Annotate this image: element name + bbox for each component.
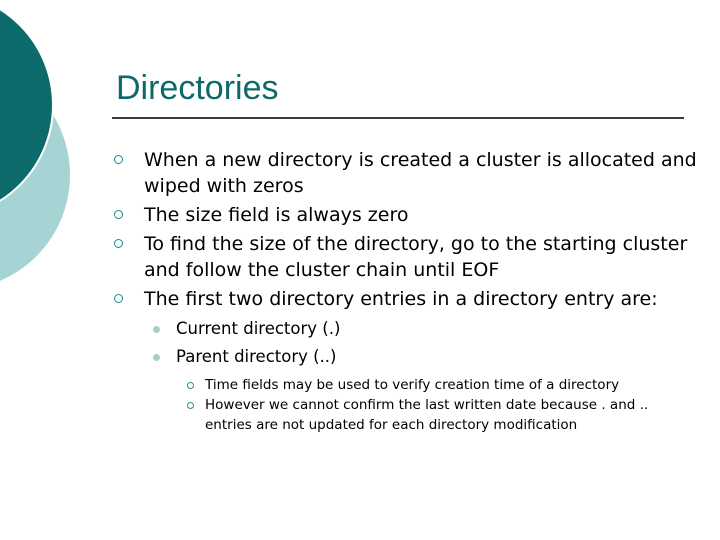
circle-bullet-icon (114, 210, 123, 219)
dot-bullet-icon (153, 326, 160, 333)
sub-bullet-list (112, 317, 697, 369)
bullet-text: When a new directory is created a cluster is allocated and wiped with zeros (144, 149, 697, 197)
sub-sub-bullet-list (112, 375, 697, 435)
decorative-circles (0, 0, 120, 300)
bullet-text: To find the size of the directory, go to the starting cluster and follow the cluster chain until EOF (144, 233, 688, 281)
bullet-item (112, 202, 697, 228)
dot-bullet-icon (153, 354, 160, 361)
circle-bullet-icon (114, 239, 123, 248)
bullet-item (112, 231, 697, 283)
sub-bullet-text: Current directory (.) (176, 319, 341, 338)
sub-bullet-text: Parent directory (..) (176, 347, 337, 366)
small-circle-bullet-icon (187, 382, 194, 389)
small-circle-bullet-icon (187, 402, 194, 409)
bullet-text: The first two directory entries in a directory entry are: (144, 288, 658, 310)
title-divider (112, 117, 684, 119)
circle-bullet-icon (114, 155, 123, 164)
bullet-item (112, 147, 697, 199)
sub-bullet-item (112, 345, 697, 369)
sub-sub-bullet-text: Time fields may be used to verify creation time of a directory (205, 377, 620, 393)
sub-sub-bullet-text: However we cannot confirm the last written date because . and .. entries are not updated for each directory modification (205, 397, 649, 433)
circle-bullet-icon (114, 294, 123, 303)
sub-sub-bullet-item (112, 395, 697, 435)
bullet-item (112, 286, 697, 312)
sub-sub-bullet-item (112, 375, 697, 395)
sub-bullet-item (112, 317, 697, 341)
slide-body (112, 147, 697, 435)
bullet-text: The size field is always zero (144, 204, 409, 226)
slide-title: Directories (116, 69, 279, 107)
